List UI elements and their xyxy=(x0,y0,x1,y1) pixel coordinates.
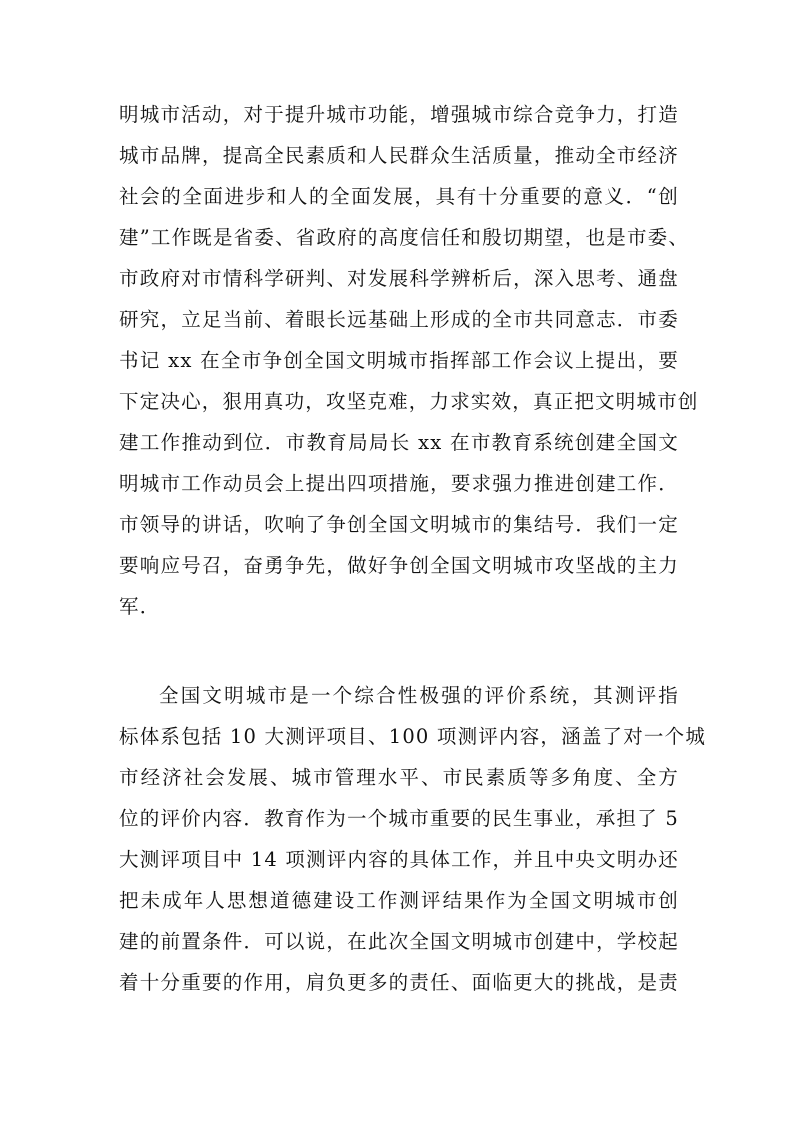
paragraph-2-line: 大测评项目中 14 项测评内容的具体工作，并且中央文明办还 xyxy=(119,848,679,871)
paragraph-1-line: 建”工作既是省委、省政府的高度信任和殷切期望，也是市委、 xyxy=(119,226,690,249)
paragraph-1 xyxy=(119,95,699,635)
paragraph-1-line: 要响应号召，奋勇争先，做好争创全国文明城市攻坚战的主力 xyxy=(119,554,679,577)
paragraph-2-line: 全国文明城市是一个综合性极强的评价系统，其测评指 xyxy=(159,684,679,707)
paragraph-1-line: 明城市工作动员会上提出四项措施，要求强力推进创建工作． xyxy=(119,472,679,495)
paragraph-2-line: 建的前置条件．可以说，在此次全国文明城市创建中，学校起 xyxy=(119,930,679,953)
paragraph-2-line: 着十分重要的作用，肩负更多的责任、面临更大的挑战，是责 xyxy=(119,971,679,994)
paragraph-2-line: 市经济社会发展、城市管理水平、市民素质等多角度、全方 xyxy=(119,766,679,789)
paragraph-2-line: 位的评价内容．教育作为一个城市重要的民生事业，承担了 5 xyxy=(119,807,679,830)
paragraph-1-line: 市领导的讲话，吹响了争创全国文明城市的集结号．我们一定 xyxy=(119,513,679,536)
paragraph-2-line: 标体系包括 10 大测评项目、100 项测评内容，涵盖了对一个城 xyxy=(119,725,707,748)
paragraph-1-line: 书记 xx 在全市争创全国文明城市指挥部工作会议上提出，要 xyxy=(119,349,679,372)
paragraph-1-line: 研究，立足当前、着眼长远基础上形成的全市共同意志．市委 xyxy=(119,308,679,331)
paragraph-2-line: 把未成年人思想道德建设工作测评结果作为全国文明城市创 xyxy=(119,889,679,912)
paragraph-2 xyxy=(119,676,707,1016)
paragraph-1-line: 军． xyxy=(119,595,161,618)
paragraph-1-line: 明城市活动，对于提升城市功能，增强城市综合竞争力，打造 xyxy=(119,103,679,126)
paragraph-1-line: 建工作推动到位．市教育局局长 xx 在市教育系统创建全国文 xyxy=(119,431,679,454)
paragraph-1-line: 市政府对市情科学研判、对发展科学辨析后，深入思考、通盘 xyxy=(119,267,679,290)
paragraph-1-line: 城市品牌，提高全民素质和人民群众生活质量，推动全市经济 xyxy=(119,144,679,167)
paragraph-1-line: 社会的全面进步和人的全面发展，具有十分重要的意义．“创 xyxy=(119,185,679,208)
paragraph-1-line: 下定决心，狠用真功，攻坚克难，力求实效，真正把文明城市创 xyxy=(119,390,699,413)
